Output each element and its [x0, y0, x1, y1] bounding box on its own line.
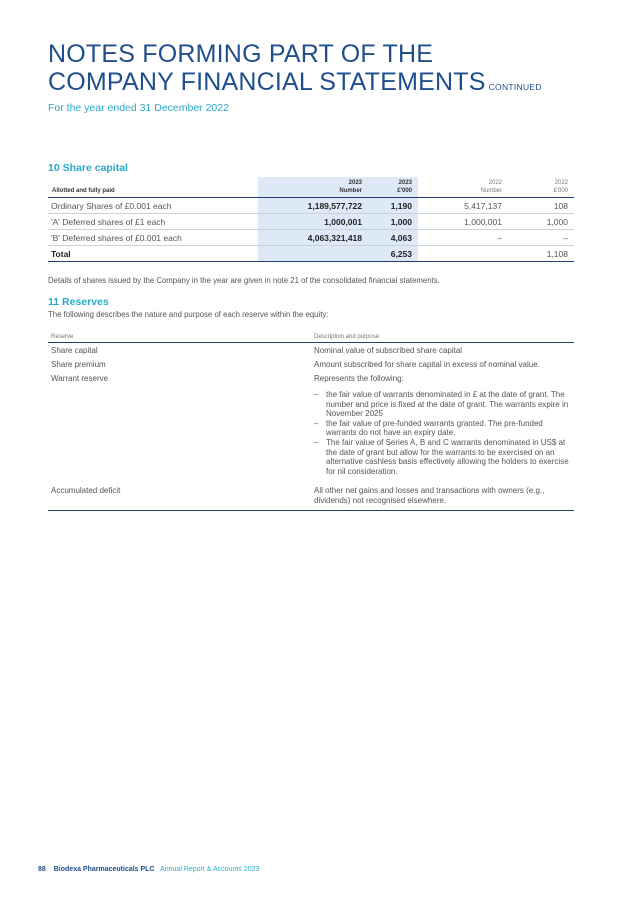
warrant-bullet-list	[314, 390, 571, 476]
cell-2023-value: 4,063	[368, 230, 418, 246]
list-item: – The fair value of Series A, B and C warrants denominated in US$ at the date of grant but allow for the warrants to be exercised on an alternative cashless basis effectively allowing the holders to exercise for nil consideration.	[314, 438, 571, 476]
reserve-description	[311, 371, 574, 477]
table-row	[48, 483, 574, 511]
reserve-name: Accumulated deficit	[48, 483, 311, 511]
table-row	[48, 343, 574, 358]
footer-report-title: Annual Report & Accounts 2023	[160, 866, 260, 873]
total-row	[48, 246, 574, 262]
table-row	[48, 371, 574, 477]
reserve-name: Warrant reserve	[51, 374, 109, 383]
footer-company: Biodexa Pharmaceuticals PLC	[53, 866, 155, 873]
col-header-2023-value: 2023 £'000	[368, 177, 418, 198]
col-header-description: Description and purpose	[314, 334, 380, 340]
col-header-allotted: Allotted and fully paid	[52, 188, 115, 194]
list-item: – the fair value of pre-funded warrants granted. The pre-funded warrants do not have an expiry date.	[314, 419, 571, 438]
row-label: 'B' Deferred shares of £0.001 each	[48, 230, 258, 246]
cell-2022-value: 1,000	[508, 214, 574, 230]
page-number: 88	[38, 866, 46, 873]
page-title-text: COMPANY FINANCIAL STATEMENTS	[48, 68, 486, 96]
total-2023-value: 6,253	[368, 246, 418, 262]
reserve-name: Share premium	[51, 360, 106, 369]
col-header-2022-value: 2022 £'000	[553, 180, 568, 194]
reserve-description: Amount subscribed for share capital in excess of nominal value.	[314, 360, 540, 369]
share-capital-table	[48, 177, 574, 262]
row-label: 'A' Deferred shares of £1 each	[48, 214, 258, 230]
cell-2023-value: 1,000	[368, 214, 418, 230]
total-label: Total	[48, 246, 258, 262]
col-header-2023-number: 2023 Number	[258, 177, 368, 198]
table-row	[48, 214, 574, 230]
col-header-2022-number: 2022 Number	[480, 180, 502, 194]
table-row	[48, 230, 574, 246]
reserve-description: All other net gains and losses and transactions with owners (e.g., dividends) not recognised elsewhere.	[311, 483, 574, 511]
reserves-intro: The following describes the nature and purpose of each reserve within the equity:	[48, 310, 329, 319]
cell-2023-number: 4,063,321,418	[258, 230, 368, 246]
col-header-reserve: Reserve	[51, 334, 74, 340]
page-header	[48, 40, 608, 114]
share-capital-heading: 10 Share capital	[48, 162, 128, 174]
page-title-line-2	[48, 68, 608, 101]
cell-2022-value: –	[508, 230, 574, 246]
reserve-name: Share capital	[51, 346, 98, 355]
reserve-description: Nominal value of subscribed share capital	[314, 346, 463, 355]
table-row	[48, 198, 574, 214]
cell-2022-number: 1,000,001	[418, 214, 508, 230]
warrant-intro: Represents the following:	[314, 374, 404, 383]
share-capital-note: Details of shares issued by the Company in the year are given in note 21 of the consolidated financial statements.	[48, 276, 440, 285]
page-subtitle: For the year ended 31 December 2022	[48, 102, 229, 114]
reserves-table	[48, 334, 574, 511]
total-2022-number	[418, 246, 508, 262]
table-row	[48, 357, 574, 371]
total-2023-number	[258, 246, 368, 262]
reserves-heading: 11 Reserves	[48, 296, 109, 308]
list-item: – the fair value of warrants denominated in £ at the date of grant. The number and price is fixed at the date of grant. The warrants expire in November 2025	[314, 390, 571, 419]
row-label: Ordinary Shares of £0.001 each	[48, 198, 258, 214]
share-capital-header-row	[48, 177, 574, 198]
cell-2022-value: 108	[508, 198, 574, 214]
cell-2023-number: 1,000,001	[258, 214, 368, 230]
total-2022-value: 1,108	[508, 246, 574, 262]
reserves-header-row	[48, 334, 574, 343]
page-title-line-1: NOTES FORMING PART OF THE	[48, 40, 434, 68]
cell-2023-value: 1,190	[368, 198, 418, 214]
cell-2022-number: 5,417,137	[418, 198, 508, 214]
cell-2023-number: 1,189,577,722	[258, 198, 368, 214]
continued-label: CONTINUED	[488, 82, 542, 92]
page-footer	[38, 866, 259, 873]
cell-2022-number: –	[418, 230, 508, 246]
